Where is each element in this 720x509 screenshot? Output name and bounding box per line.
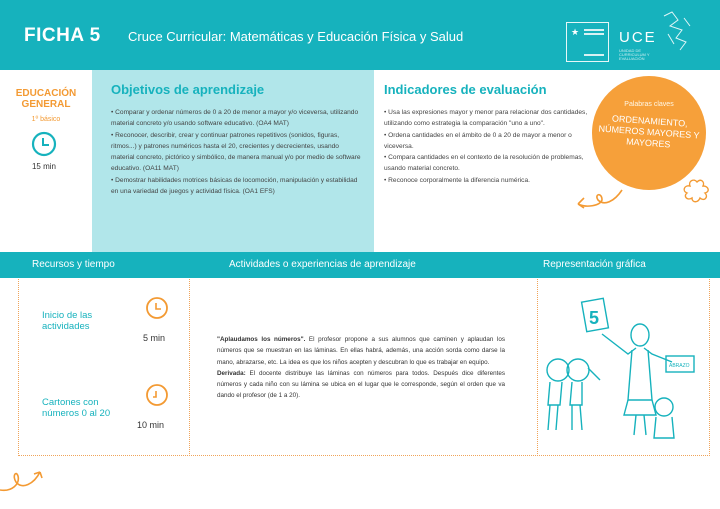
keywords-label: Palabras claves [624, 101, 674, 108]
objective-item: • Reconocer, describir, crear y continuar patrones repetitivos (sonidos, figuras, ritmos...) y patrones numéricos hasta el 20, crecientes y decrecientes, usando material concreto, pictórico y simbólico, de manera manual y/o por medio de software educativo. (OA11 MAT) [111, 131, 361, 173]
section-graphic: Representación gráfica [543, 259, 646, 270]
activity-title: "Aplaudamos los números". [217, 336, 306, 343]
indicator-item: • Reconoce corporalmente la diferencia numérica. [384, 176, 530, 184]
clock-icon [145, 383, 169, 407]
indicator-item: • Compara cantidades en el contexto de la resolución de problemas, usando material concreto. [384, 154, 584, 173]
activity-derivative-title: Derivada: [217, 369, 246, 377]
objectives-panel [92, 70, 374, 252]
swirl-arrow-icon [0, 462, 60, 494]
education-label: EDUCACIÓN GENERAL [15, 88, 77, 110]
indicators-list [384, 107, 594, 186]
section-activities: Actividades o experiencias de aprendizaje [229, 259, 416, 270]
shield-icon: ★ [571, 27, 580, 37]
section-header-bar [0, 252, 720, 278]
course-info [0, 70, 92, 252]
flower-icon [682, 178, 712, 204]
keywords-text: ORDENAMIENTO, NÚMEROS MAYORES Y MAYORES [598, 113, 700, 150]
ficha-title: FICHA 5 [24, 25, 101, 46]
resource-label: Inicio de las actividades [42, 310, 93, 332]
uce-logo: UCE [619, 29, 657, 46]
total-time: 15 min [31, 162, 56, 171]
clock-icon [145, 296, 169, 320]
uce-logo-subtitle: UNIDAD DE CURRICULUM Y EVALUACIÓN [619, 48, 650, 61]
resource-time: 10 min [137, 420, 165, 430]
objectives-list [111, 107, 361, 197]
uce-doodle-icon [660, 8, 694, 58]
level-label: 1º básico [31, 116, 61, 123]
indicator-item: • Ordena cantidades en el ámbito de 0 a 20 de mayor a menor o viceversa. [384, 131, 572, 150]
grid-divider [537, 279, 538, 456]
objective-item: • Demostrar habilidades motrices básicas de locomoción, manipulación y estabilidad en una variedad de juegos y actividad física. (OA1 EFS) [111, 176, 358, 196]
indicators-title: Indicadores de evaluación [384, 82, 547, 97]
swirl-arrow-icon [574, 188, 624, 210]
indicator-item: • Usa las expresiones mayor y menor para relacionar dos cantidades, utilizando como estrategia la comparación "uno a uno". [384, 109, 588, 128]
page-subtitle: Cruce Curricular: Matemáticas y Educación Física y Salud [128, 29, 464, 44]
grid-divider [189, 279, 190, 456]
header [0, 0, 720, 70]
section-resources: Recursos y tiempo [32, 259, 115, 270]
teacher-children-illustration [540, 290, 700, 450]
resource-label: Cartones con números 0 al 20 [42, 397, 111, 419]
svg-text:ABRAZO: ABRAZO [669, 363, 690, 369]
objective-item: • Comparar y ordenar números de 0 a 20 de menor a mayor y/o viceversa, utilizando material concreto y/o usando software educativo. (OA4 MAT) [111, 109, 359, 128]
clock-icon [31, 131, 57, 157]
activity-description: "Aplaudamos los números". El profesor propone a sus alumnos que caminen y aplaudan los números que se muestran en las láminas. En ellas habrá, además, una acción sorda como darse la mano, abrazarse, etc. La idea es que los niños acepten y descubran lo que es trabajar en equipo. Derivada: El docente distribuye las láminas con números para todos. Después dice diferentes números y cada niño con su lámina se ubica en el lugar que le corresponde, según el orden que va dando el profesor (de 1 a 20). [217, 336, 506, 400]
keywords-badge [592, 76, 706, 190]
resource-time: 5 min [143, 333, 166, 343]
objectives-title: Objetivos de aprendizaje [111, 82, 265, 97]
government-logo [566, 22, 609, 62]
svg-text:5: 5 [589, 308, 600, 328]
